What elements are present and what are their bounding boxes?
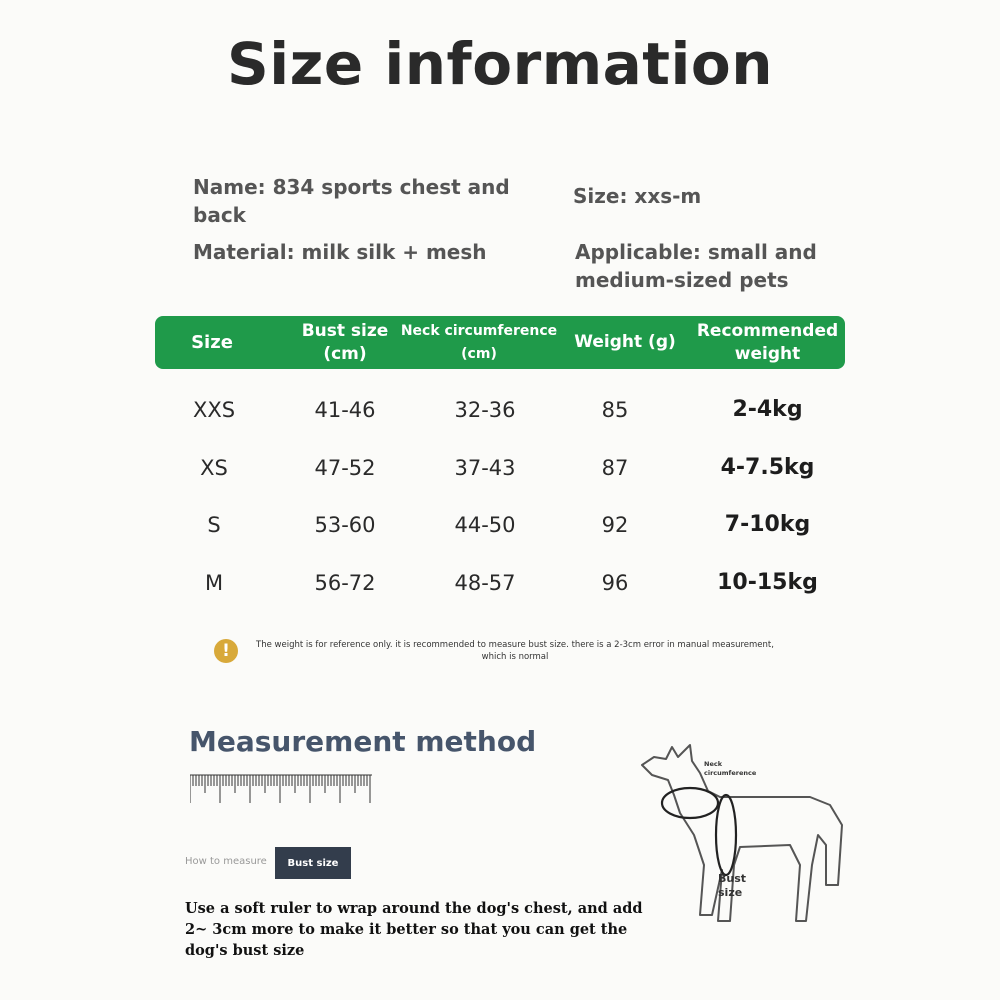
- cell-size: S: [207, 513, 221, 537]
- product-material: Material: milk silk + mesh: [193, 240, 487, 264]
- measurement-method-title: Measurement method: [189, 725, 537, 758]
- neck-circle: [662, 788, 718, 818]
- how-to-measure-label: How to measure: [185, 856, 267, 867]
- cell-neck: 44-50: [454, 513, 516, 537]
- table-row: [155, 448, 845, 488]
- cell-size: XS: [200, 456, 228, 480]
- cell-weight: 92: [601, 513, 629, 537]
- exclamation-icon: !: [214, 639, 238, 663]
- cell-recommended: 2-4kg: [732, 397, 803, 422]
- column-header-bust: Bust size (cm): [301, 320, 389, 364]
- cell-neck: 48-57: [454, 571, 516, 595]
- cell-weight: 85: [601, 398, 629, 422]
- table-row: [155, 390, 845, 430]
- column-header-neck: Neck circumference (cm): [400, 322, 558, 362]
- dog-bust-label: Bust size: [718, 872, 747, 899]
- cell-size: M: [204, 571, 224, 595]
- product-applicable: Applicable: small and medium-sized pets: [575, 240, 817, 292]
- bust-circle: [716, 795, 736, 875]
- product-size-range: Size: xxs-m: [573, 184, 702, 208]
- table-row: [155, 505, 845, 545]
- cell-bust: 56-72: [314, 571, 376, 595]
- measurement-instruction: Use a soft ruler to wrap around the dog's chest, and add 2~ 3cm more to make it better so that you can get the dog's bust size: [185, 900, 643, 959]
- column-header-size: Size: [191, 332, 233, 353]
- cell-weight: 96: [601, 571, 629, 595]
- ruler-icon: [190, 773, 375, 805]
- cell-bust: 53-60: [314, 513, 376, 537]
- cell-neck: 37-43: [454, 456, 516, 480]
- bust-size-tag: Bust size: [275, 847, 351, 879]
- cell-recommended: 10-15kg: [717, 570, 818, 595]
- page-title: Size information: [226, 30, 774, 98]
- cell-size: XXS: [192, 398, 236, 422]
- cell-neck: 32-36: [454, 398, 516, 422]
- cell-bust: 41-46: [314, 398, 376, 422]
- cell-recommended: 4-7.5kg: [720, 455, 815, 480]
- size-table-header: [155, 316, 845, 369]
- cell-bust: 47-52: [314, 456, 376, 480]
- cell-recommended: 7-10kg: [724, 512, 811, 537]
- column-header-recommended: Recommended weight: [696, 320, 839, 364]
- product-name: Name: 834 sports chest and back: [193, 175, 510, 227]
- cell-weight: 87: [601, 456, 629, 480]
- reference-note: The weight is for reference only. it is recommended to measure bust size. there is a 2-3cm error in manual measurement, which is normal: [256, 640, 774, 662]
- column-header-weight: Weight (g): [574, 332, 676, 352]
- table-row: [155, 563, 845, 603]
- dog-neck-label: Neck circumference: [704, 760, 757, 777]
